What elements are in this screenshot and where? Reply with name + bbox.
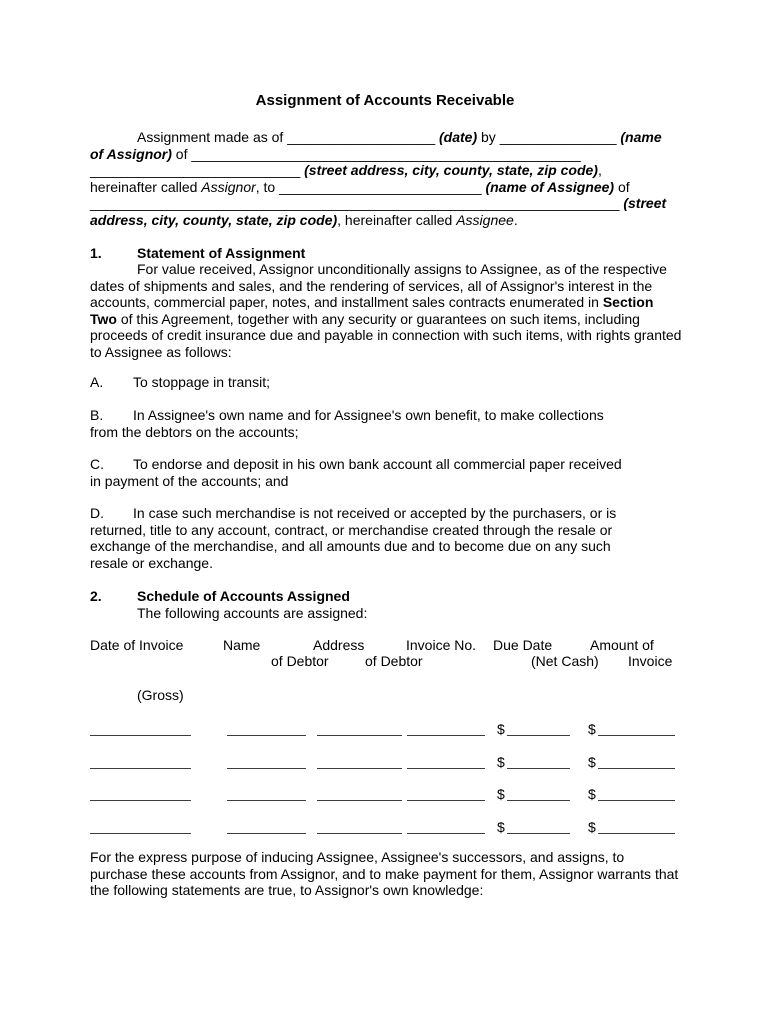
text-line: [90, 605, 700, 622]
field-invoice-no[interactable]: [407, 755, 485, 769]
fill-blank[interactable]: ____________________________________________________________________: [90, 195, 620, 212]
fill-blank[interactable]: __________________________: [279, 178, 482, 195]
text-segment: purchase these accounts from Assignor, and to make payment for them, Assignor warrants that: [90, 865, 679, 882]
text-segment: Schedule of Accounts Assigned: [137, 588, 350, 604]
text-line: [90, 522, 700, 539]
document-title: Assignment of Accounts Receivable: [255, 92, 515, 109]
field-amount-of-invoice-gross[interactable]: [598, 722, 675, 736]
text-line: [90, 505, 700, 522]
text-segment: the following statements are true, to Assignor's own knowledge:: [90, 882, 484, 899]
text-segment: dates of shipments and sales, and the rendering of services, all of Assignor's interest in the: [90, 277, 653, 294]
schedule-header: [0, 637, 770, 707]
item-b: [90, 407, 700, 440]
field-amount-of-invoice-gross[interactable]: [598, 755, 675, 769]
text-line: [90, 278, 700, 295]
text-line: [90, 294, 700, 311]
field-name-of-debtor[interactable]: [227, 755, 306, 769]
intro-paragraph: [90, 129, 700, 229]
dollar-sign: $: [497, 819, 505, 835]
col-header-date-of-invoice: Date of Invoice: [90, 637, 184, 653]
text-line: [90, 245, 700, 262]
field-address-of-debtor[interactable]: [317, 755, 402, 769]
field-due-date-net-cash[interactable]: [507, 787, 570, 801]
text-segment: In Assignee's own name and for Assignee's own benefit, to make collections: [133, 407, 604, 423]
text-segment: B.: [90, 407, 104, 423]
text-line: [90, 311, 700, 328]
field-due-date-net-cash[interactable]: [507, 755, 570, 769]
text-segment: exchange of the merchandise, and all amounts due and to become due on any such: [90, 538, 611, 555]
text-line: [90, 849, 700, 866]
text-line: [90, 882, 700, 899]
text-line: [90, 344, 700, 361]
text-line: [90, 456, 700, 473]
field-name-of-debtor[interactable]: [227, 787, 306, 801]
text-segment: of Assignor): [90, 145, 172, 162]
col-subheader-of-debtor-address: of Debtor: [365, 653, 423, 669]
text-segment: The following accounts are assigned:: [137, 604, 368, 621]
dollar-sign: $: [588, 754, 596, 770]
text-segment: To endorse and deposit in his own bank account all commercial paper received: [133, 456, 622, 472]
text-segment: Assignor: [201, 178, 256, 195]
col-subheader-net-cash: (Net Cash): [531, 653, 599, 669]
text-line: [90, 212, 700, 229]
section2-heading: [90, 588, 700, 621]
item-c: [90, 456, 700, 489]
dollar-sign: $: [588, 721, 596, 737]
field-address-of-debtor[interactable]: [317, 787, 402, 801]
text-line: [90, 407, 700, 424]
text-segment: (street: [619, 195, 667, 212]
text-line: [90, 162, 700, 179]
col-subheader-gross: (Gross): [137, 687, 184, 703]
field-date-of-invoice[interactable]: [90, 755, 191, 769]
item-a: [90, 374, 700, 391]
text-segment: resale or exchange.: [90, 554, 213, 571]
text-segment: proceeds of credit insurance due and payable in connection with such items, with rights granted: [90, 327, 682, 344]
text-line: [90, 195, 700, 212]
text-line: [90, 261, 700, 278]
text-segment: hereinafter called: [90, 178, 202, 195]
field-name-of-debtor[interactable]: [227, 820, 306, 834]
fill-blank[interactable]: ___________________: [287, 129, 436, 145]
text-line: [90, 473, 700, 490]
text-segment: of this Agreement, together with any security or guarantees on such items, including: [116, 310, 640, 327]
text-segment: , hereinafter called: [337, 211, 457, 228]
text-segment: D.: [90, 505, 104, 521]
text-segment: (name: [616, 129, 662, 145]
text-line: [90, 538, 700, 555]
field-due-date-net-cash[interactable]: [507, 820, 570, 834]
text-segment: For value received, Assignor unconditionally assigns to Assignee, as of the respective: [137, 261, 667, 277]
text-segment: A.: [90, 374, 104, 390]
text-segment: by: [477, 129, 500, 145]
text-segment: Statement of Assignment: [137, 245, 306, 261]
text-segment: 1.: [90, 245, 102, 261]
text-segment: Assignee: [456, 211, 514, 228]
dollar-sign: $: [588, 786, 596, 802]
col-subheader-of-debtor-name: of Debtor: [271, 653, 329, 669]
text-line: [90, 146, 700, 163]
text-line: [90, 866, 700, 883]
text-line: [90, 129, 700, 146]
text-line: [90, 179, 700, 196]
text-segment: address, city, county, state, zip code): [90, 211, 338, 228]
text-line: [90, 588, 700, 605]
field-invoice-no[interactable]: [407, 787, 485, 801]
text-segment: of: [171, 145, 192, 162]
text-segment: from the debtors on the accounts;: [90, 423, 299, 440]
text-segment: In case such merchandise is not received or accepted by the purchasers, or is: [133, 505, 617, 521]
col-header-address: Address: [313, 637, 365, 653]
text-segment: .: [513, 211, 518, 228]
text-line: [90, 327, 700, 344]
text-segment: of: [614, 178, 630, 195]
text-segment: to Assignee as follows:: [90, 343, 232, 360]
field-due-date-net-cash[interactable]: [507, 722, 570, 736]
text-segment: (date): [435, 129, 478, 145]
schedule-blank-row: [0, 721, 770, 737]
section1-heading: [90, 245, 700, 262]
dollar-sign: $: [497, 721, 505, 737]
text-segment: 2.: [90, 588, 102, 604]
fill-blank[interactable]: ___________________________: [90, 162, 301, 179]
text-line: [90, 424, 700, 441]
schedule-blank-row: [0, 819, 770, 835]
dollar-sign: $: [497, 786, 505, 802]
field-amount-of-invoice-gross[interactable]: [598, 787, 675, 801]
closing-paragraph: [90, 849, 700, 899]
dollar-sign: $: [588, 819, 596, 835]
field-invoice-no[interactable]: [407, 820, 485, 834]
field-invoice-no[interactable]: [407, 722, 485, 736]
text-segment: accounts, commercial paper, notes, and installment sales contracts enumerated in: [90, 294, 603, 311]
item-d: [90, 505, 700, 571]
field-address-of-debtor[interactable]: [317, 722, 402, 736]
text-segment: Section: [602, 294, 654, 311]
text-segment: (street address, city, county, state, zip code): [300, 162, 598, 179]
field-date-of-invoice[interactable]: [90, 787, 191, 801]
field-amount-of-invoice-gross[interactable]: [598, 820, 675, 834]
schedule-blank-row: [0, 754, 770, 770]
col-subheader-invoice: Invoice: [628, 653, 673, 669]
text-segment: (name of Assignee): [481, 178, 615, 195]
field-date-of-invoice[interactable]: [90, 722, 191, 736]
field-name-of-debtor[interactable]: [227, 722, 306, 736]
col-header-due-date: Due Date: [493, 637, 553, 653]
fill-blank[interactable]: _______________: [499, 129, 617, 145]
dollar-sign: $: [497, 754, 505, 770]
col-header-name: Name: [223, 637, 261, 653]
text-segment: Assignment made as of: [137, 129, 288, 145]
text-segment: Two: [90, 310, 117, 327]
text-segment: For the express purpose of inducing Assignee, Assignee's successors, and assigns, to: [90, 849, 625, 865]
text-segment: ,: [597, 162, 602, 179]
text-segment: , to: [255, 178, 280, 195]
text-segment: returned, title to any account, contract, or merchandise created through the resale or: [90, 521, 613, 538]
field-address-of-debtor[interactable]: [317, 820, 402, 834]
text-segment: To stoppage in transit;: [133, 374, 270, 390]
col-header-amount-of: Amount of: [590, 637, 654, 653]
text-line: [90, 555, 700, 572]
section1-body: [90, 261, 700, 361]
schedule-blank-row: [0, 786, 770, 802]
fill-blank[interactable]: __________________________________________________: [191, 145, 581, 162]
text-segment: C.: [90, 456, 104, 472]
text-line: [90, 374, 700, 391]
text-segment: in payment of the accounts; and: [90, 472, 289, 489]
col-header-invoice-no: Invoice No.: [406, 637, 477, 653]
field-date-of-invoice[interactable]: [90, 820, 191, 834]
